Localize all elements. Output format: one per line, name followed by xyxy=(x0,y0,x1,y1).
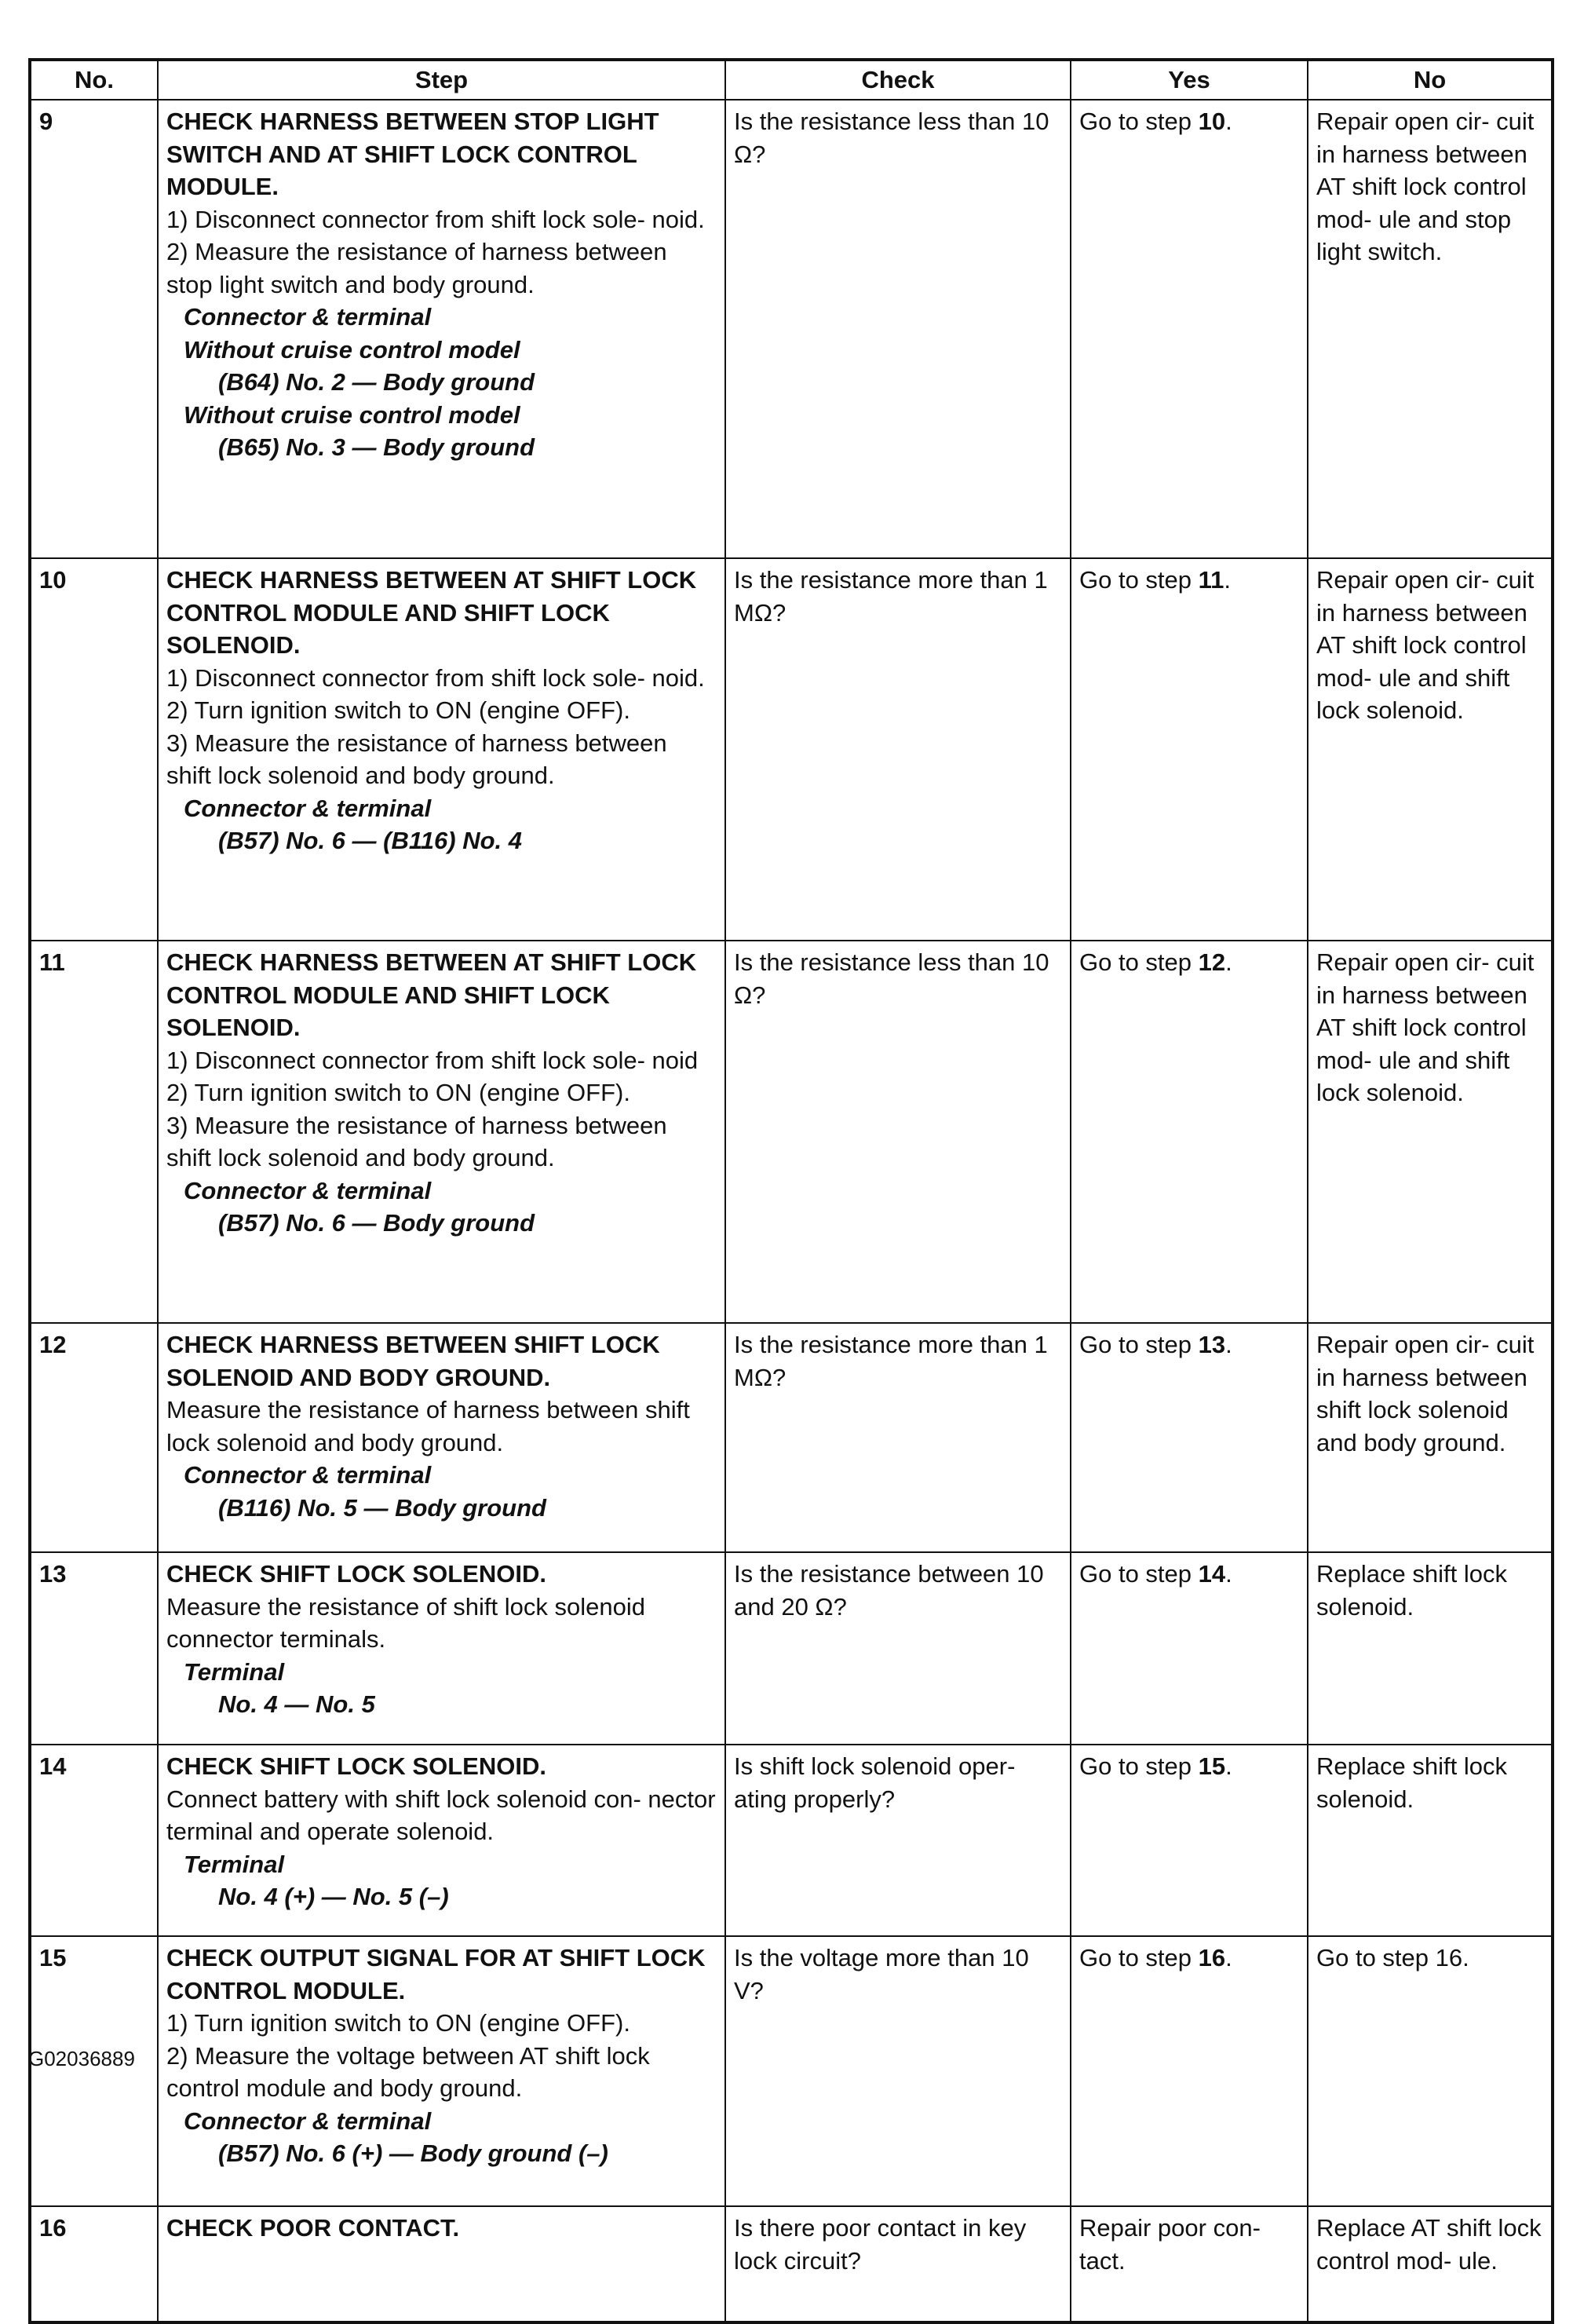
check-cell: Is the resistance more than 1 MΩ? xyxy=(725,1323,1071,1552)
yes-text-end: . xyxy=(1225,1752,1232,1780)
step-instruction: 2) Turn ignition switch to ON (engine OFF). xyxy=(166,696,630,724)
step-spec-label: Connector & terminal xyxy=(184,1461,432,1489)
yes-cell xyxy=(1071,941,1308,1323)
step-instruction: 2) Measure the voltage between AT shift lock control module and body ground. xyxy=(166,2041,650,2102)
yes-text-end: . xyxy=(1225,1560,1232,1588)
row-number: 10 xyxy=(30,558,158,941)
step-spec-label: Terminal xyxy=(184,1657,285,1686)
figure-id: G02036889 xyxy=(28,2047,135,2070)
check-cell: Is there poor contact in key lock circuit? xyxy=(725,2206,1071,2322)
row-number: 12 xyxy=(30,1323,158,1552)
yes-cell xyxy=(1071,100,1308,558)
step-instruction: 1) Turn ignition switch to ON (engine OFF). xyxy=(166,2009,630,2037)
yes-cell xyxy=(1071,558,1308,941)
step-title: CHECK HARNESS BETWEEN SHIFT LOCK SOLENOID AND BODY GROUND. xyxy=(166,1331,660,1391)
step-spec-value: No. 4 (+) — No. 5 (–) xyxy=(218,1883,449,1910)
step-title: CHECK SHIFT LOCK SOLENOID. xyxy=(166,1560,546,1588)
table-body xyxy=(30,100,1553,2322)
step-title: CHECK POOR CONTACT. xyxy=(166,2214,460,2242)
yes-step-number: 15 xyxy=(1198,1752,1226,1780)
step-cell xyxy=(158,941,725,1323)
yes-text: Go to step xyxy=(1079,948,1199,976)
step-spec-value: (B57) No. 6 — (B116) No. 4 xyxy=(218,827,523,854)
step-spec-label: Terminal xyxy=(184,1850,285,1878)
table-header-row xyxy=(30,60,1553,100)
check-cell: Is the voltage more than 10 V? xyxy=(725,1936,1071,2206)
yes-step-number: 12 xyxy=(1198,948,1226,976)
no-result-cell: Repair open cir- cuit in harness between shift lock solenoid and body ground. xyxy=(1308,1323,1553,1552)
table-row xyxy=(30,2206,1553,2322)
yes-step-number: 13 xyxy=(1198,1331,1226,1358)
step-instruction: 1) Disconnect connector from shift lock sole- noid. xyxy=(166,663,705,692)
step-spec-value: (B57) No. 6 — Body ground xyxy=(218,1209,535,1237)
step-spec-label: Connector & terminal xyxy=(184,303,432,331)
step-instruction: 1) Disconnect connector from shift lock sole- noid. xyxy=(166,205,705,233)
step-spec-label: Connector & terminal xyxy=(184,1176,432,1204)
step-title: CHECK OUTPUT SIGNAL FOR AT SHIFT LOCK CONTROL MODULE. xyxy=(166,1944,706,2004)
no-result-cell: Repair open cir- cuit in harness between AT shift lock control mod- ule and shift lock solenoid. xyxy=(1308,941,1553,1323)
yes-step-number: 14 xyxy=(1198,1560,1226,1588)
step-cell xyxy=(158,1323,725,1552)
step-cell xyxy=(158,1552,725,1745)
row-number: 11 xyxy=(30,941,158,1323)
no-result-cell: Replace AT shift lock control mod- ule. xyxy=(1308,2206,1553,2322)
step-instruction: Measure the resistance of harness between shift lock solenoid and body ground. xyxy=(166,1396,690,1456)
step-spec-value: (B57) No. 6 (+) — Body ground (–) xyxy=(218,2139,608,2167)
yes-text: Go to step xyxy=(1079,1944,1199,1971)
yes-cell xyxy=(1071,1745,1308,1936)
step-title: CHECK HARNESS BETWEEN AT SHIFT LOCK CONTROL MODULE AND SHIFT LOCK SOLENOID. xyxy=(166,948,697,1041)
table-row xyxy=(30,1552,1553,1745)
step-title: CHECK HARNESS BETWEEN AT SHIFT LOCK CONTROL MODULE AND SHIFT LOCK SOLENOID. xyxy=(166,566,697,659)
step-instruction: 2) Measure the resistance of harness between stop light switch and body ground. xyxy=(166,238,667,298)
table-row xyxy=(30,558,1553,941)
yes-cell xyxy=(1071,1323,1308,1552)
yes-text-end: . xyxy=(1225,948,1232,976)
no-result-cell: Repair open cir- cuit in harness between AT shift lock control mod- ule and shift lock solenoid. xyxy=(1308,558,1553,941)
yes-text: Go to step xyxy=(1079,1752,1199,1780)
step-spec-label: Without cruise control model xyxy=(184,400,520,429)
check-cell: Is the resistance less than 10 Ω? xyxy=(725,941,1071,1323)
step-instruction: 3) Measure the resistance of harness between shift lock solenoid and body ground. xyxy=(166,729,667,789)
check-cell: Is the resistance less than 10 Ω? xyxy=(725,100,1071,558)
yes-text-end: . xyxy=(1225,1944,1232,1971)
check-cell: Is the resistance more than 1 MΩ? xyxy=(725,558,1071,941)
step-spec-value: No. 4 — No. 5 xyxy=(218,1690,375,1718)
step-cell xyxy=(158,1745,725,1936)
no-result-cell: Replace shift lock solenoid. xyxy=(1308,1745,1553,1936)
check-cell: Is shift lock solenoid oper- ating properly? xyxy=(725,1745,1071,1936)
check-cell: Is the resistance between 10 and 20 Ω? xyxy=(725,1552,1071,1745)
no-result-cell: Go to step 16. xyxy=(1308,1936,1553,2206)
step-spec-label: Connector & terminal xyxy=(184,794,432,822)
yes-text: Repair poor con- tact. xyxy=(1079,2214,1261,2275)
yes-text: Go to step xyxy=(1079,108,1199,135)
yes-text-end: . xyxy=(1224,566,1232,594)
step-cell xyxy=(158,100,725,558)
step-instruction: 2) Turn ignition switch to ON (engine OFF). xyxy=(166,1079,630,1106)
row-number: 13 xyxy=(30,1552,158,1745)
header-step: Step xyxy=(158,60,725,100)
step-spec-value: (B65) No. 3 — Body ground xyxy=(218,433,535,461)
row-number: 15 xyxy=(30,1936,158,2206)
table-row xyxy=(30,1936,1553,2206)
step-title: CHECK SHIFT LOCK SOLENOID. xyxy=(166,1752,546,1780)
yes-cell xyxy=(1071,2206,1308,2322)
row-number: 16 xyxy=(30,2206,158,2322)
step-spec-label: Connector & terminal xyxy=(184,2107,432,2135)
no-result-cell: Replace shift lock solenoid. xyxy=(1308,1552,1553,1745)
step-cell xyxy=(158,558,725,941)
table-row xyxy=(30,1745,1553,1936)
step-cell xyxy=(158,1936,725,2206)
yes-text-end: . xyxy=(1225,108,1232,135)
step-instruction: 3) Measure the resistance of harness between shift lock solenoid and body ground. xyxy=(166,1111,667,1171)
yes-cell xyxy=(1071,1936,1308,2206)
header-no-result: No xyxy=(1308,60,1553,100)
no-result-cell: Repair open cir- cuit in harness between AT shift lock control mod- ule and stop light switch. xyxy=(1308,100,1553,558)
header-check: Check xyxy=(725,60,1071,100)
diagnostic-table xyxy=(28,58,1554,2324)
yes-step-number: 16 xyxy=(1198,1944,1226,1971)
step-instruction: 1) Disconnect connector from shift lock sole- noid xyxy=(166,1046,699,1074)
step-spec-value: (B64) No. 2 — Body ground xyxy=(218,368,535,396)
step-title: CHECK HARNESS BETWEEN STOP LIGHT SWITCH AND AT SHIFT LOCK CONTROL MODULE. xyxy=(166,108,659,200)
table-row xyxy=(30,100,1553,558)
step-instruction: Measure the resistance of shift lock solenoid connector terminals. xyxy=(166,1592,645,1653)
header-yes: Yes xyxy=(1071,60,1308,100)
yes-step-number: 11 xyxy=(1198,566,1224,594)
step-cell xyxy=(158,2206,725,2322)
yes-text: Go to step xyxy=(1079,1331,1199,1358)
yes-text: Go to step xyxy=(1079,566,1199,594)
table-row xyxy=(30,1323,1553,1552)
header-no: No. xyxy=(30,60,158,100)
row-number: 9 xyxy=(30,100,158,558)
step-spec-label: Without cruise control model xyxy=(184,335,520,364)
yes-step-number: 10 xyxy=(1198,108,1226,135)
yes-text-end: . xyxy=(1225,1331,1232,1358)
table-row xyxy=(30,941,1553,1323)
yes-text: Go to step xyxy=(1079,1560,1199,1588)
step-instruction: Connect battery with shift lock solenoid con- nector terminal and operate solenoid. xyxy=(166,1785,716,1845)
row-number: 14 xyxy=(30,1745,158,1936)
step-spec-value: (B116) No. 5 — Body ground xyxy=(218,1493,546,1522)
yes-cell xyxy=(1071,1552,1308,1745)
